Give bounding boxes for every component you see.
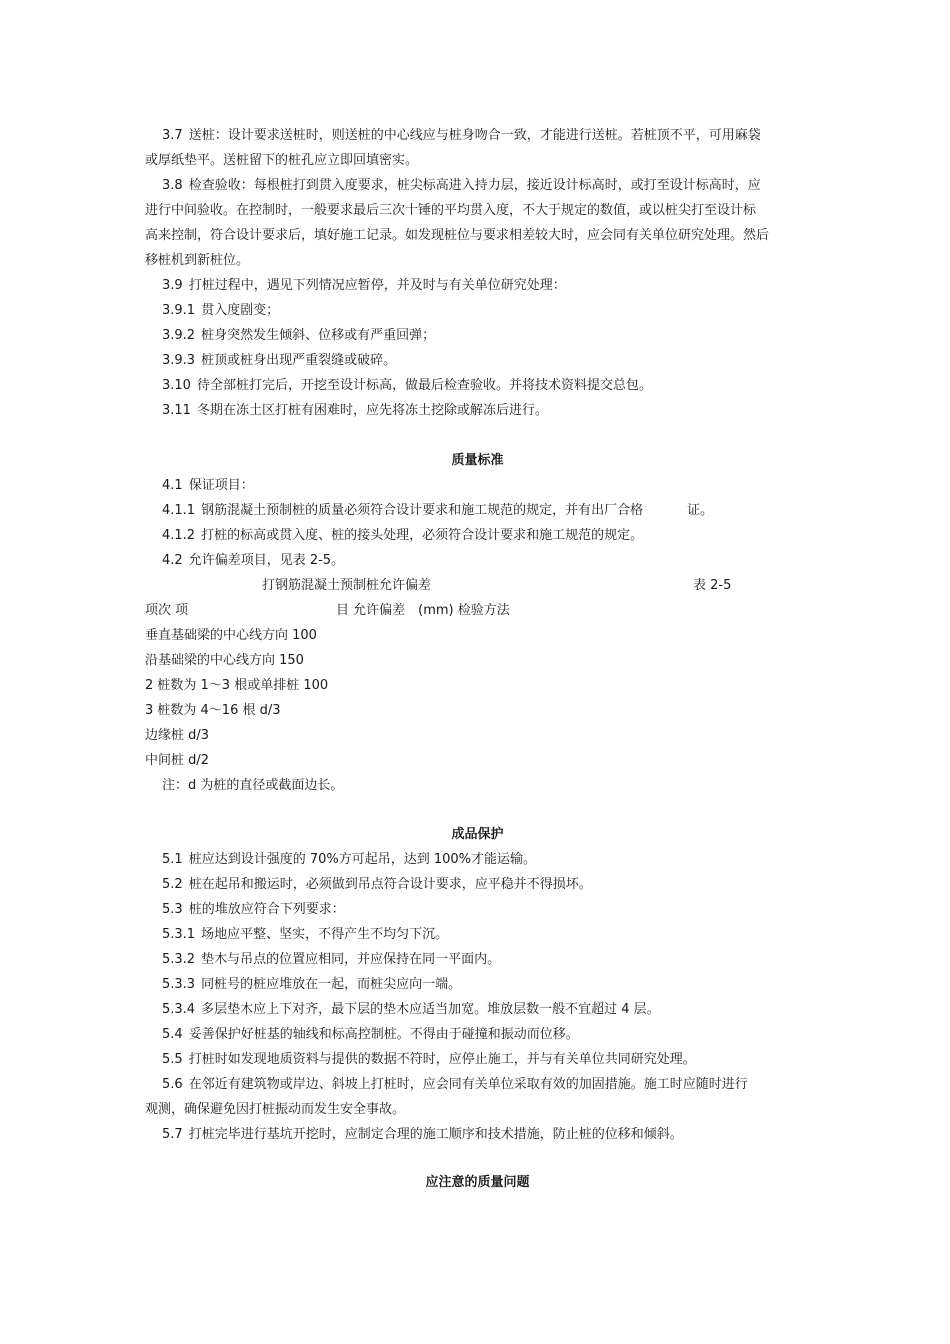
section-heading-product-protection: 成品保护 [451,827,504,842]
paragraph-3-10 [162,373,810,398]
clause-number: 3.11 [162,403,191,418]
table-row: 垂直基础梁的中心线方向 100 [145,628,317,643]
clause-number: 5.3.2 [162,952,196,967]
paragraph-5-3-2 [162,947,810,972]
table-row: 2 桩数为 1～3 根或单排桩 100 [145,678,329,693]
paragraph-text: 送桩：设计要求送桩时，则送桩的中心线应与桩身吻合一致，才能进行送桩。若桩顶不平，可用麻袋 [188,128,761,143]
clause-number: 4.1.2 [162,528,196,543]
clause-number: 5.3.1 [162,927,196,942]
paragraph-text: 贯入度剧变； [201,303,280,318]
table-number: 表 2-5 [693,578,732,593]
paragraph-3-7-cont: 或厚纸垫平。送桩留下的桩孔应立即回填密实。 [145,153,419,168]
paragraph-3-7 [162,123,810,148]
table-header-item: 项次 项 [145,603,189,618]
table-row: 3 桩数为 4～16 根 d/3 [145,703,281,718]
section-heading-quality-standard: 质量标准 [451,453,504,468]
paragraph-4-1-1 [162,498,810,523]
paragraph-3-9-1 [162,298,810,323]
paragraph-3-9-2 [162,323,810,348]
paragraph-text: 打桩完毕进行基坑开挖时，应制定合理的施工顺序和技术措施，防止桩的位移和倾斜。 [188,1127,683,1142]
paragraph-3-11 [162,398,810,423]
table-note: 注：d 为桩的直径或截面边长。 [162,778,344,793]
clause-number: 3.8 [162,178,183,193]
paragraph-5-5 [162,1047,810,1072]
paragraph-5-3-3 [162,972,810,997]
clause-number: 3.9 [162,278,183,293]
clause-number: 4.2 [162,553,183,568]
clause-number: 3.9.1 [162,303,196,318]
paragraph-text: 打桩过程中，遇见下列情况应暂停，并及时与有关单位研究处理： [188,278,566,293]
paragraph-text: 保证项目： [188,478,254,493]
paragraph-text: 允许偏差项目，见表 2-5。 [188,553,345,568]
paragraph-4-1-2 [162,523,810,548]
paragraph-text: 检查验收：每根桩打到贯入度要求，桩尖标高进入持力层，接近设计标高时，或打至设计标高时，应 [188,178,761,193]
table-header-rest: 目 允许偏差 (mm) 检验方法 [336,603,510,618]
paragraph-5-4 [162,1022,810,1047]
clause-number: 4.1.1 [162,503,196,518]
clause-number: 3.9.3 [162,353,196,368]
paragraph-text: 场地应平整、坚实，不得产生不均匀下沉。 [201,927,449,942]
paragraph-5-7 [162,1122,810,1147]
paragraph-5-6-cont: 观测，确保避免因打桩振动而发生安全事故。 [145,1102,406,1117]
table-row: 中间桩 d/2 [145,753,210,768]
clause-number: 5.3.3 [162,977,196,992]
paragraph-text: 冬期在冻土区打桩有困难时，应先将冻土挖除或解冻后进行。 [196,403,548,418]
paragraph-text: 桩顶或桩身出现严重裂缝或破碎。 [201,353,397,368]
paragraph-3-9-3 [162,348,810,373]
table-row: 边缘桩 d/3 [145,728,210,743]
paragraph-3-8-cont-1: 进行中间验收。在控制时，一般要求最后三次十锤的平均贯入度，不大于规定的数值，或以桩尖打至设计标 [145,203,757,218]
table-title: 打钢筋混凝土预制桩允许偏差 [262,578,432,593]
paragraph-5-6 [162,1072,810,1097]
paragraph-text: 桩身突然发生倾斜、位移或有严重回弹； [201,328,436,343]
paragraph-text: 垫木与吊点的位置应相同，并应保持在同一平面内。 [201,952,501,967]
clause-number: 5.3.4 [162,1002,196,1017]
clause-number: 5.1 [162,852,183,867]
paragraph-4-2 [162,548,810,573]
paragraph-5-3-1 [162,922,810,947]
paragraph-text: 同桩号的桩应堆放在一起，而桩尖应向一端。 [201,977,462,992]
paragraph-text: 待全部桩打完后，开挖至设计标高，做最后检查验收。并将技术资料提交总包。 [196,378,652,393]
paragraph-text: 桩的堆放应符合下列要求： [188,902,345,917]
paragraph-text: 桩应达到设计强度的 70%方可起吊，达到 100%才能运输。 [188,852,537,867]
paragraph-5-3 [162,897,810,922]
paragraph-5-3-4 [162,997,810,1022]
paragraph-text-tail: 证。 [687,503,714,518]
table-row: 沿基础梁的中心线方向 150 [145,653,304,668]
clause-number: 3.9.2 [162,328,196,343]
paragraph-4-1 [162,473,810,498]
clause-number: 5.3 [162,902,183,917]
paragraph-3-9 [162,273,810,298]
paragraph-5-2 [162,872,810,897]
clause-number: 5.4 [162,1027,183,1042]
paragraph-text: 打桩的标高或贯入度、桩的接头处理，必须符合设计要求和施工规范的规定。 [201,528,644,543]
clause-number: 5.6 [162,1077,183,1092]
clause-number: 5.5 [162,1052,183,1067]
clause-number: 5.7 [162,1127,183,1142]
paragraph-5-1 [162,847,810,872]
paragraph-text: 打桩时如发现地质资料与提供的数据不符时，应停止施工，并与有关单位共同研究处理。 [188,1052,696,1067]
paragraph-text: 桩在起吊和搬运时，必须做到吊点符合设计要求，应平稳并不得损坏。 [188,877,592,892]
clause-number: 3.10 [162,378,191,393]
paragraph-3-8 [162,173,810,198]
clause-number: 3.7 [162,128,183,143]
paragraph-3-8-cont-2: 高来控制，符合设计要求后，填好施工记录。如发现桩位与要求相差较大时，应会同有关单位研究处理。然后 [145,228,770,243]
clause-number: 4.1 [162,478,183,493]
section-heading-quality-issues: 应注意的质量问题 [425,1175,530,1190]
paragraph-text: 在邻近有建筑物或岸边、斜坡上打桩时，应会同有关单位采取有效的加固措施。施工时应随时进行 [188,1077,748,1092]
paragraph-3-8-cont-3: 移桩机到新桩位。 [145,253,250,268]
clause-number: 5.2 [162,877,183,892]
paragraph-text: 钢筋混凝土预制桩的质量必须符合设计要求和施工规范的规定，并有出厂合格 [201,503,644,518]
paragraph-text: 多层垫木应上下对齐，最下层的垫木应适当加宽。堆放层数一般不宜超过 4 层。 [201,1002,660,1017]
paragraph-text: 妥善保护好桩基的轴线和标高控制桩。不得由于碰撞和振动而位移。 [188,1027,579,1042]
